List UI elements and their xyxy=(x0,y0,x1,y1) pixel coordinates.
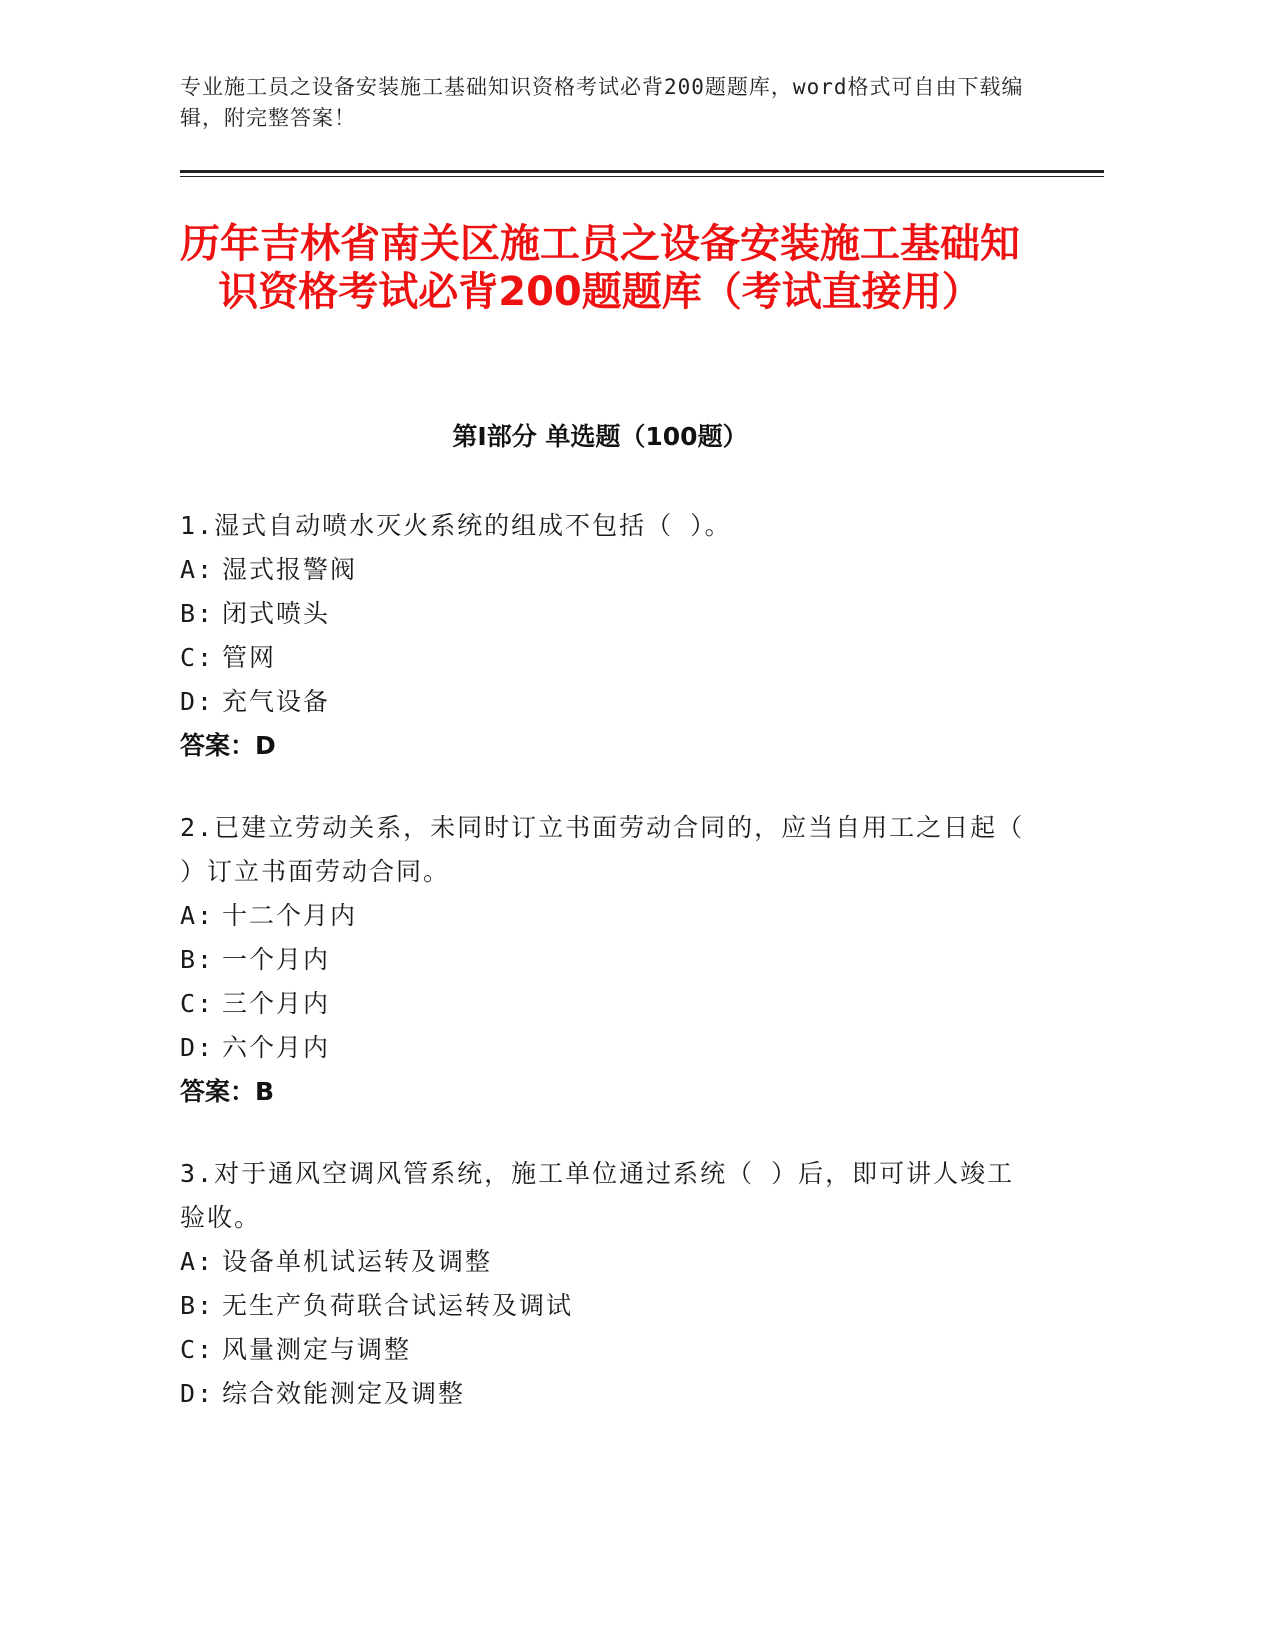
answer-line: 答案：B xyxy=(180,1077,275,1106)
option-key: A: xyxy=(180,555,215,584)
option-text: 综合效能测定及调整 xyxy=(222,1379,466,1408)
option-text: 六个月内 xyxy=(222,1033,331,1062)
option-key: B: xyxy=(180,1291,215,1320)
question-2 xyxy=(180,806,1040,1114)
option-text: 三个月内 xyxy=(222,989,331,1018)
option-key: B: xyxy=(180,945,215,974)
option-text: 充气设备 xyxy=(222,687,331,716)
question-stem: 1.湿式自动喷水灭火系统的组成不包括（ ）。 xyxy=(180,511,732,540)
question-list xyxy=(180,504,1040,1454)
header-note: 专业施工员之设备安装施工基础知识资格考试必背200题题库，word格式可自由下载编辑，附完整答案！ xyxy=(180,75,1024,130)
option-text: 风量测定与调整 xyxy=(222,1335,412,1364)
header-divider-thick xyxy=(180,170,1104,173)
option-b xyxy=(180,592,1040,636)
question-1 xyxy=(180,504,1040,768)
option-key: A: xyxy=(180,901,215,930)
option-key: D: xyxy=(180,1033,215,1062)
option-text: 湿式报警阀 xyxy=(222,555,358,584)
question-stem: 3.对于通风空调风管系统，施工单位通过系统（ ）后，即可讲人竣工验收。 xyxy=(180,1159,1015,1232)
option-d xyxy=(180,1372,1040,1416)
option-text: 十二个月内 xyxy=(222,901,358,930)
question-3 xyxy=(180,1152,1040,1416)
option-text: 闭式喷头 xyxy=(222,599,331,628)
option-b xyxy=(180,1284,1040,1328)
option-d xyxy=(180,1026,1040,1070)
option-key: B: xyxy=(180,599,215,628)
header-divider-thin xyxy=(180,176,1104,177)
option-key: D: xyxy=(180,687,215,716)
section-title: 第I部分 单选题（100题） xyxy=(452,422,748,451)
document-title: 历年吉林省南关区施工员之设备安装施工基础知识资格考试必背200题题库（考试直接用） xyxy=(180,221,1020,315)
option-text: 管网 xyxy=(222,643,277,672)
option-d xyxy=(180,680,1040,724)
option-key: A: xyxy=(180,1247,215,1276)
option-key: C: xyxy=(180,989,215,1018)
option-text: 一个月内 xyxy=(222,945,331,974)
option-key: C: xyxy=(180,643,215,672)
option-a xyxy=(180,894,1040,938)
option-c xyxy=(180,1328,1040,1372)
option-key: C: xyxy=(180,1335,215,1364)
option-c xyxy=(180,636,1040,680)
option-text: 无生产负荷联合试运转及调试 xyxy=(222,1291,574,1320)
option-b xyxy=(180,938,1040,982)
question-stem: 2.已建立劳动关系，未同时订立书面劳动合同的，应当自用工之日起（ ）订立书面劳动合同。 xyxy=(180,813,1025,886)
option-a xyxy=(180,548,1040,592)
option-key: D: xyxy=(180,1379,215,1408)
option-a xyxy=(180,1240,1040,1284)
option-text: 设备单机试运转及调整 xyxy=(222,1247,493,1276)
answer-line: 答案：D xyxy=(180,731,276,760)
option-c xyxy=(180,982,1040,1026)
